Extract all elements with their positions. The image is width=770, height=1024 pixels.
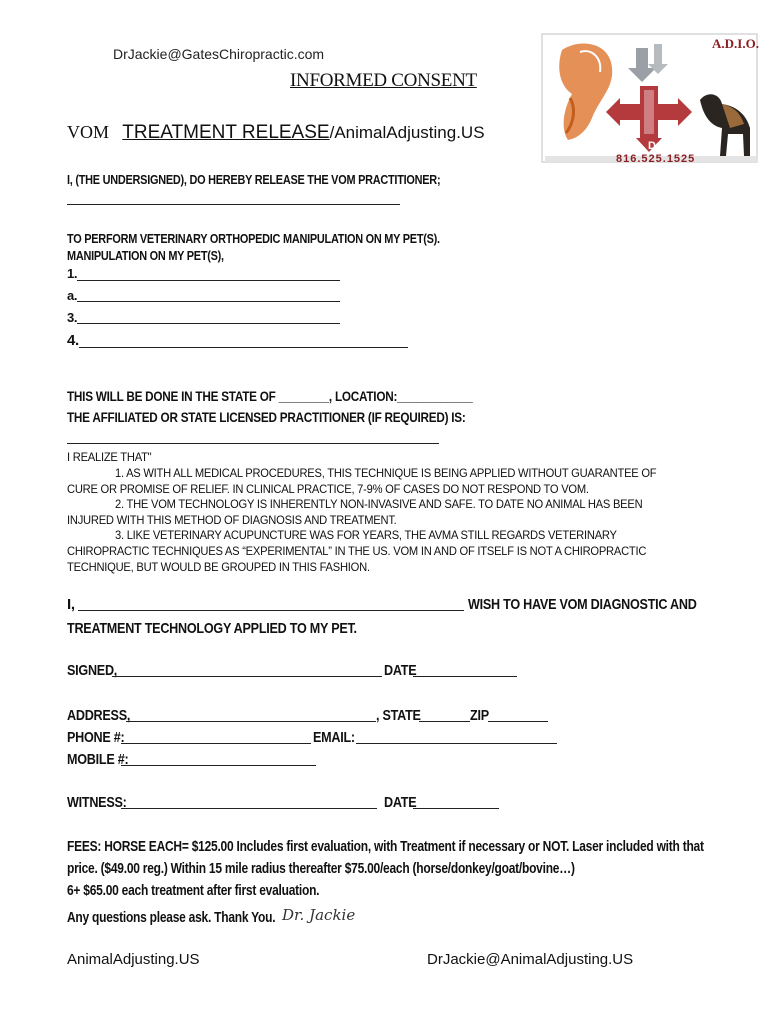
subtitle: [67, 122, 485, 144]
fees-line-3: 6+ $65.00 each treatment after first evaluation.: [67, 882, 320, 899]
logo-brand: A.D.I.O.: [712, 36, 759, 51]
fees-line-2: price. ($49.00 reg.) Within 15 mile radius thereafter $75.00/each (horse/donkey/goat/bovine…): [67, 860, 575, 877]
handwritten-signature: Dr. Jackie: [282, 906, 356, 924]
footer-email[interactable]: DrJackie@AnimalAdjusting.US: [427, 951, 634, 968]
pet-item-2-line[interactable]: [77, 301, 340, 302]
witness-date-label: DATE: [384, 794, 417, 811]
state-label: , STATE: [376, 707, 421, 724]
email-label: EMAIL:: [313, 729, 355, 746]
subtitle-release: TREATMENT RELEASE: [122, 122, 330, 143]
phone-label: PHONE #:: [67, 729, 125, 746]
realize-p2a: 2. THE VOM TECHNOLOGY IS INHERENTLY NON-INVASIVE AND SAFE. TO DATE NO ANIMAL HAS BEEN: [115, 497, 643, 511]
state-location-text: THIS WILL BE DONE IN THE STATE OF ________, LOCATION:____________: [67, 388, 473, 404]
wish-prefix: I,: [67, 596, 75, 613]
practitioner-name-line[interactable]: [67, 204, 400, 205]
footer-website[interactable]: AnimalAdjusting.US: [67, 951, 200, 968]
witness-line[interactable]: [121, 808, 377, 809]
affiliated-text: THE AFFILIATED OR STATE LICENSED PRACTITIONER (IF REQUIRED) IS:: [67, 409, 466, 425]
zip-line[interactable]: [488, 721, 548, 722]
logo-phone: 816.525.1525: [616, 153, 696, 165]
address-line[interactable]: [126, 721, 376, 722]
affiliated-practitioner-line[interactable]: [67, 443, 439, 444]
realize-p1b: CURE OR PROMISE OF RELIEF. IN CLINICAL PRACTICE, 7-9% OF CASES DO NOT RESPOND TO VOM.: [67, 482, 589, 496]
pet-item-4-label: 4.: [67, 332, 79, 349]
logo-graphic: [540, 28, 762, 166]
signed-date-label: DATE: [384, 662, 417, 679]
mobile-line[interactable]: [121, 765, 316, 766]
fees-line-1: FEES: HORSE EACH= $125.00 Includes first evaluation, with Treatment if necessary or NOT. Laser included with that: [67, 838, 704, 855]
pet-item-4-line[interactable]: [79, 347, 408, 348]
realize-p3c: TECHNIQUE, BUT WOULD BE GROUPED IN THIS FASHION.: [67, 560, 370, 574]
realize-p2b: INJURED WITH THIS METHOD OF DIAGNOSIS AND TREATMENT.: [67, 513, 397, 527]
signed-label: SIGNED,: [67, 662, 118, 679]
manipulation-text: MANIPULATION ON MY PET(S),: [67, 248, 224, 263]
wish-suffix: WISH TO HAVE VOM DIAGNOSTIC AND: [468, 596, 697, 613]
signed-date-line[interactable]: [413, 676, 517, 677]
address-label: ADDRESS,: [67, 707, 131, 724]
adio-logo: [540, 28, 762, 166]
subtitle-site: /AnimalAdjusting.US: [329, 123, 485, 142]
witness-date-line[interactable]: [413, 808, 499, 809]
phone-line[interactable]: [121, 743, 311, 744]
realize-p3b: CHIROPRACTIC TECHNIQUES AS “EXPERIMENTAL” IN THE US. VOM IN AND OF ITSELF IS NOT A CHIROPRACTIC: [67, 544, 647, 558]
email-line[interactable]: [356, 743, 557, 744]
signed-line[interactable]: [112, 676, 382, 677]
pet-item-2-label: a.: [67, 288, 78, 303]
witness-label: WITNESS:: [67, 794, 127, 811]
header-email[interactable]: DrJackie@GatesChiropractic.com: [113, 46, 325, 62]
wish-name-line[interactable]: [78, 610, 464, 611]
questions-text: Any questions please ask. Thank You.: [67, 909, 276, 926]
page-title: INFORMED CONSENT: [290, 70, 477, 91]
realize-heading: I REALIZE THAT": [67, 450, 152, 464]
logo-name: DrJackie: [648, 140, 694, 152]
pet-item-3-line[interactable]: [77, 323, 340, 324]
zip-label: ZIP: [470, 707, 489, 724]
pet-item-1-line[interactable]: [77, 280, 340, 281]
undersigned-text: I, (THE UNDERSIGNED), DO HEREBY RELEASE THE VOM PRACTITIONER;: [67, 172, 441, 187]
pet-item-3-label: 3.: [67, 310, 78, 325]
realize-p3a: 3. LIKE VETERINARY ACUPUNCTURE WAS FOR YEARS, THE AVMA STILL REGARDS VETERINARY: [115, 528, 617, 542]
pet-item-1-label: 1.: [67, 266, 78, 281]
realize-p1a: 1. AS WITH ALL MEDICAL PROCEDURES, THIS TECHNIQUE IS BEING APPLIED WITHOUT GUARANTEE OF: [115, 466, 657, 480]
subtitle-vom: VOM: [67, 122, 110, 142]
mobile-label: MOBILE #:: [67, 751, 129, 768]
wish-line2: TREATMENT TECHNOLOGY APPLIED TO MY PET.: [67, 620, 357, 637]
perform-text: TO PERFORM VETERINARY ORTHOPEDIC MANIPULATION ON MY PET(S).: [67, 231, 440, 246]
state-field-line[interactable]: [419, 721, 470, 722]
